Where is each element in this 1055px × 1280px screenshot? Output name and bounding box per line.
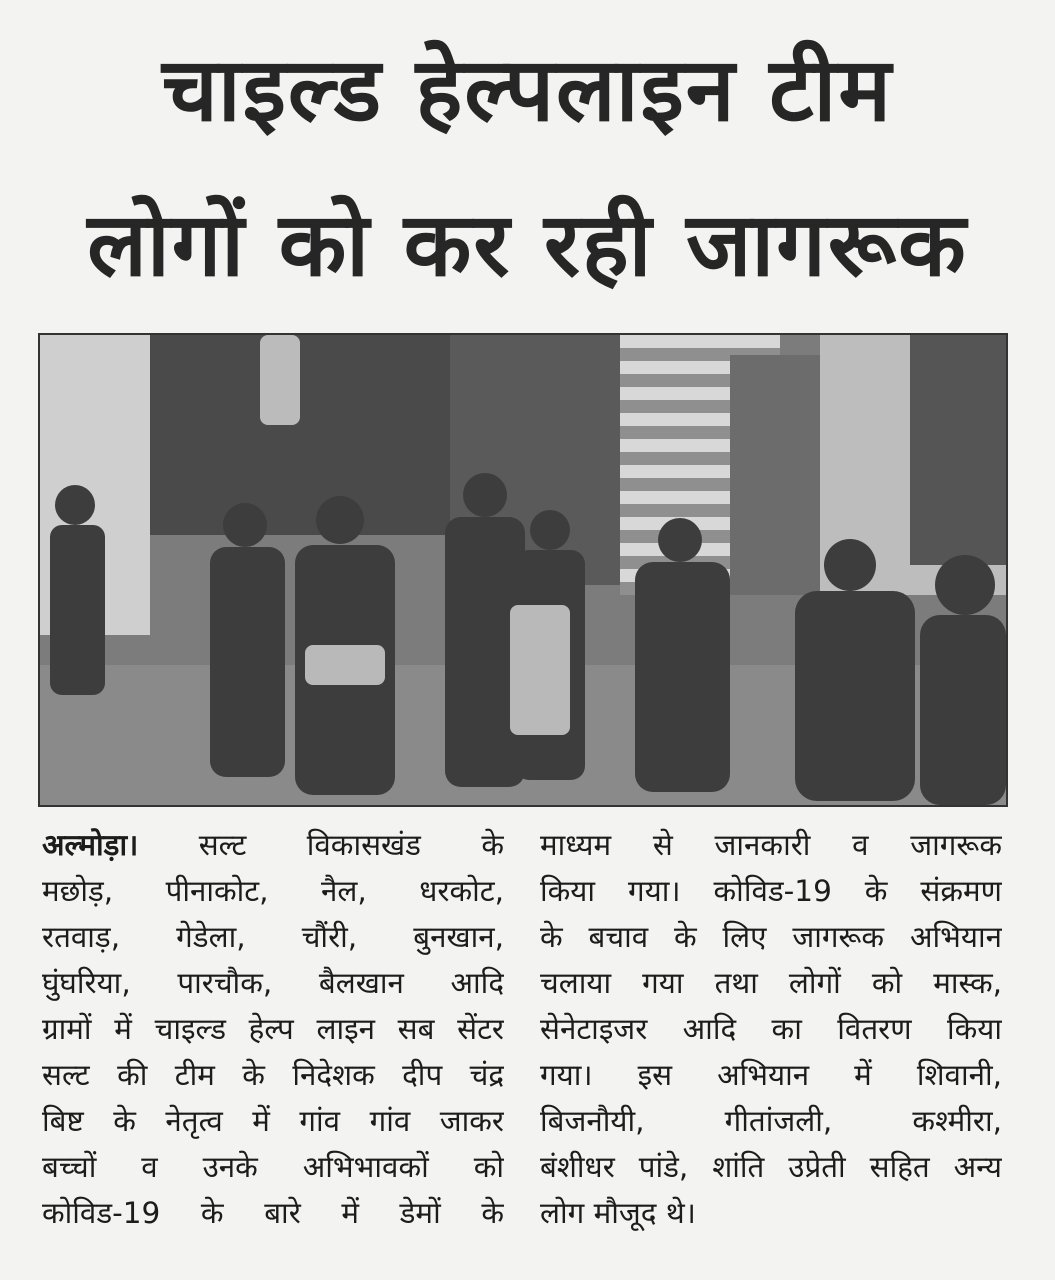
headline-line-2: लोगों को कर रही जागरूक [87,193,968,296]
article-text: सल्ट विकासखंड के [198,828,504,862]
article-column-right [540,822,1002,1236]
article-line [42,822,504,868]
article-line: सल्ट की टीम के निदेशक दीप चंद्र [42,1058,504,1092]
article-line: सेनेटाइजर आदि का वितरण किया [540,1012,1002,1046]
article-line: रतवाड़, गेडेला, चौंरी, बुनखान, [42,920,504,954]
article-line: मछोड़, पीनाकोट, नैल, धरकोट, [42,874,504,908]
article-line: के बचाव के लिए जागरूक अभियान [540,920,1002,954]
article-line: बिजनौयी, गीतांजली, कश्मीरा, [540,1104,1002,1138]
article-line: माध्यम से जानकारी व जागरूक [540,828,1002,862]
article-line: बिष्ट के नेतृत्व में गांव गांव जाकर [42,1104,504,1138]
article-line: किया गया। कोविड-19 के संक्रमण [540,874,1002,908]
article-line: ग्रामों में चाइल्ड हेल्प लाइन सब सेंटर [42,1012,504,1046]
article-line: गया। इस अभियान में शिवानी, [540,1058,1002,1092]
dateline: अल्मोड़ा। [42,828,139,862]
article-line: कोविड-19 के बारे में डेमों के [42,1196,504,1230]
article-line: चलाया गया तथा लोगों को मास्क, [540,966,1002,1000]
article-line: लोग मौजूद थे। [540,1196,696,1230]
article-line: बंशीधर पांडे, शांति उप्रेती सहित अन्य [540,1150,1002,1184]
news-photo [38,333,1008,807]
article-line: घुंघरिया, पारचौक, बैलखान आदि [42,966,504,1000]
article-line: बच्चों व उनके अभिभावकों को [42,1150,504,1184]
headline-line-1: चाइल्ड हेल्पलाइन टीम [162,38,893,141]
article-column-left [42,822,504,1236]
